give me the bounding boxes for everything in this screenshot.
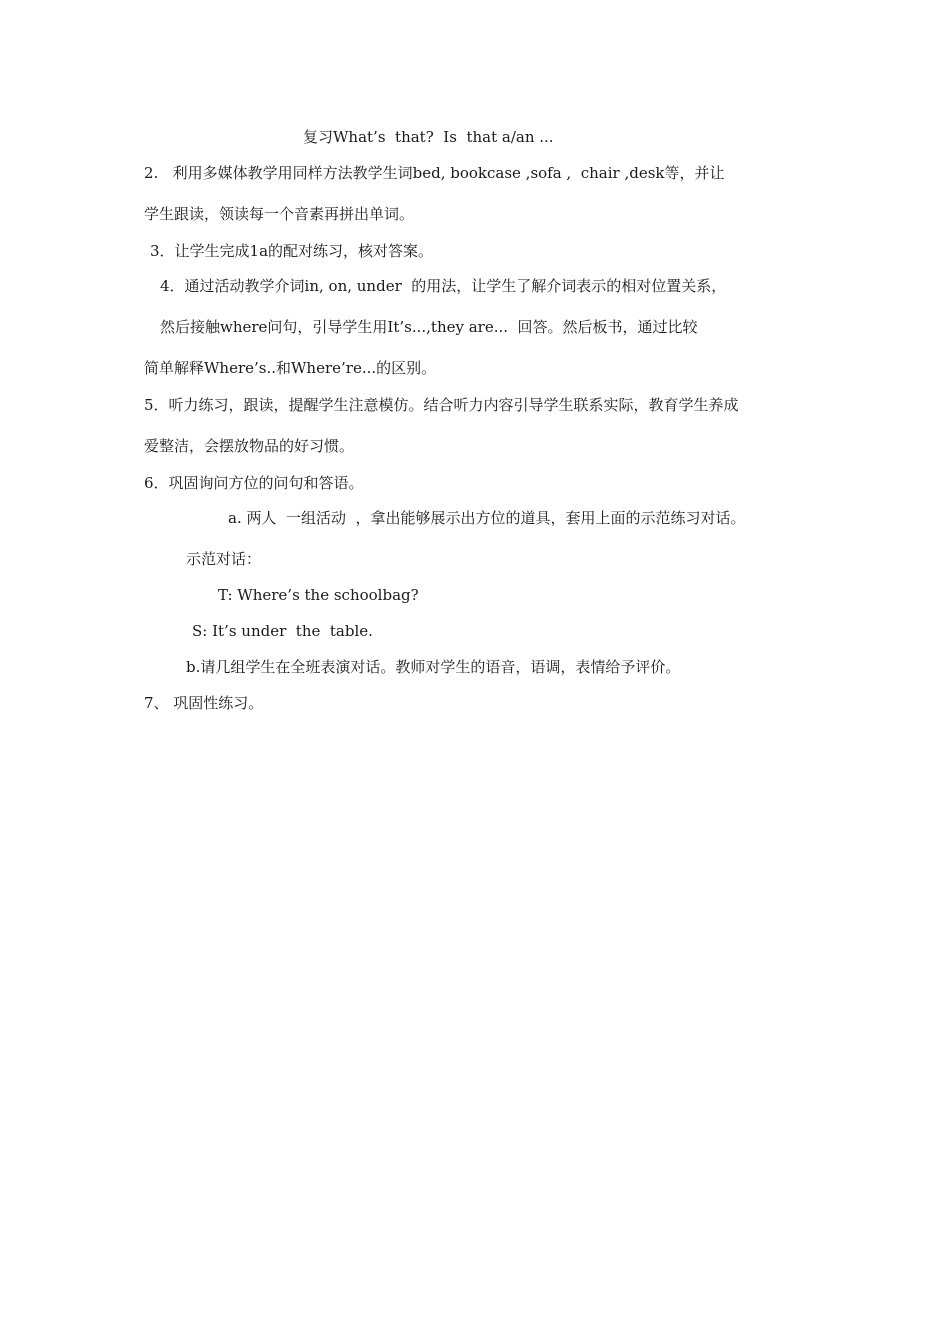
step-4-line-2: 然后接触where问句，引导学生用It’s...,they are... 回答。然后板书，通过比较 bbox=[160, 318, 698, 336]
step-6a-line: a. 两人 一组活动 ，拿出能够展示出方位的道具，套用上面的示范练习对话。 bbox=[228, 509, 746, 527]
dialog-student-line: S: It’s under the table. bbox=[192, 622, 373, 640]
sample-dialog-heading: 示范对话： bbox=[186, 550, 262, 568]
step-4-line-1: 4．通过活动教学介词in, on, under 的用法，让学生了解介词表示的相对位置关系， bbox=[160, 277, 727, 295]
step-6-line: 6．巩固询问方位的问句和答语。 bbox=[144, 474, 364, 492]
step-3-line: 3．让学生完成1a的配对练习，核对答案。 bbox=[150, 242, 434, 260]
step-6b-line: b.请几组学生在全班表演对话。教师对学生的语音，语调，表情给予评价。 bbox=[186, 658, 681, 676]
dialog-teacher-line: T: Where’s the schoolbag? bbox=[218, 586, 419, 604]
review-line: 复习What’s that? Is that a/an ... bbox=[303, 128, 554, 146]
step-4-line-3: 简单解释Where’s..和Where’re...的区别。 bbox=[144, 359, 437, 377]
step-5-line-1: 5．听力练习，跟读，提醒学生注意模仿。结合听力内容引导学生联系实际，教育学生养成 bbox=[144, 396, 739, 414]
step-2-line-1: 2. 利用多媒体教学用同样方法教学生词bed, bookcase ,sofa , chair ,desk等，并让 bbox=[144, 164, 725, 182]
step-7-line: 7、 巩固性练习。 bbox=[144, 694, 264, 712]
step-5-line-2: 爱整洁，会摆放物品的好习惯。 bbox=[144, 437, 355, 455]
step-2-line-2: 学生跟读，领读每一个音素再拼出单词。 bbox=[144, 205, 415, 223]
